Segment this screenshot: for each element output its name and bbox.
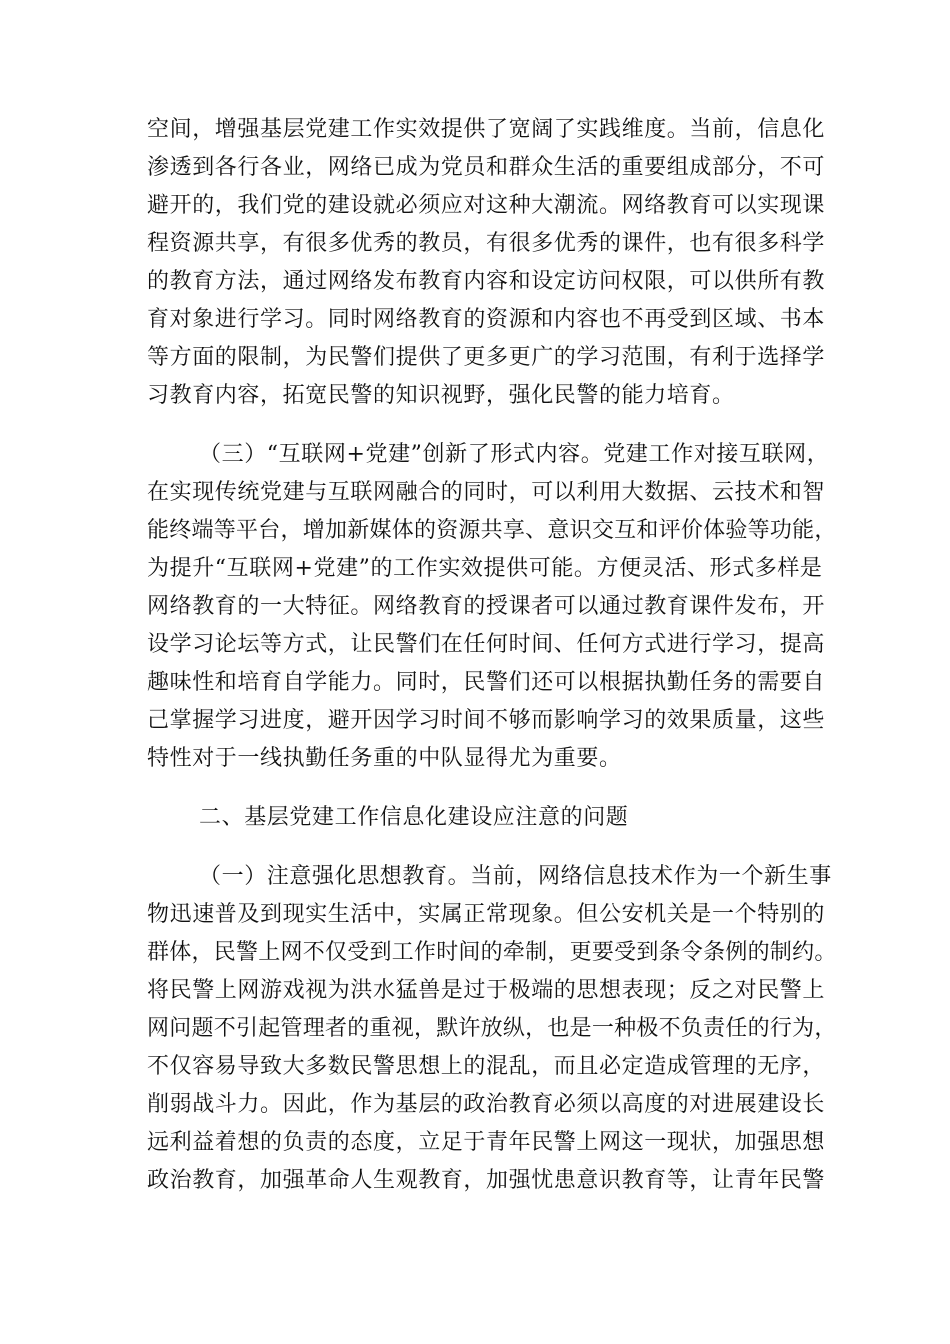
p1-line-5: 的教育方法，通过网络发布教育内容和设定访问权限，可以供所有教 [147, 269, 826, 294]
p3-line-8: 远利益着想的负责的态度，立足于青年民警上网这一现状，加强思想 [147, 1130, 826, 1155]
p2-line-5: 网络教育的一大特征。网络教育的授课者可以通过教育课件发布，开 [147, 594, 826, 619]
p2-line-4: 为提升“互联网+党建”的工作实效提供可能。方便灵活、形式多样是 [147, 556, 823, 581]
p2-line-3: 能终端等平台，增加新媒体的资源共享、意识交互和评价体验等功能， [147, 518, 837, 543]
p2-line-1: （三）“互联网+党建”创新了形式内容。党建工作对接互联网， [199, 442, 830, 467]
p3-line-2: 物迅速普及到现实生活中，实属正常现象。但公安机关是一个特别的 [147, 902, 826, 927]
p2-line-6: 设学习论坛等方式，让民警们在任何时间、任何方式进行学习，提高 [147, 632, 826, 657]
p1-line-3: 避开的，我们党的建设就必须应对这种大潮流。网络教育可以实现课 [147, 193, 826, 218]
p1-line-6: 育对象进行学习。同时网络教育的资源和内容也不再受到区域、书本 [147, 307, 826, 332]
p1-line-7: 等方面的限制，为民警们提供了更多更广的学习范围，有利于选择学 [147, 345, 826, 370]
p3-line-1: （一）注意强化思想教育。当前，网络信息技术作为一个新生事 [199, 864, 832, 889]
p3-line-7: 削弱战斗力。因此，作为基层的政治教育必须以高度的对进展建设长 [147, 1092, 826, 1117]
p3-line-3: 群体，民警上网不仅受到工作时间的牵制，更要受到条令条例的制约。 [147, 940, 837, 965]
p2-line-9: 特性对于一线执勤任务重的中队显得尤为重要。 [147, 746, 622, 771]
section-heading: 二、基层党建工作信息化建设应注意的问题 [199, 805, 629, 830]
p3-line-6: 不仅容易导致大多数民警思想上的混乱，而且必定造成管理的无序， [147, 1054, 826, 1079]
p1-line-4: 程资源共享，有很多优秀的教员，有很多优秀的课件，也有很多科学 [147, 231, 826, 256]
p3-line-5: 网问题不引起管理者的重视，默许放纵，也是一种极不负责任的行为， [147, 1016, 837, 1041]
p1-line-1: 空间，增强基层党建工作实效提供了宽阔了实践维度。当前，信息化 [147, 117, 826, 142]
p2-line-8: 己掌握学习进度，避开因学习时间不够而影响学习的效果质量，这些 [147, 708, 826, 733]
p3-line-9: 政治教育，加强革命人生观教育，加强忧患意识教育等，让青年民警 [147, 1168, 826, 1193]
p1-line-8: 习教育内容，拓宽民警的知识视野，强化民警的能力培育。 [147, 383, 735, 408]
p2-line-2: 在实现传统党建与互联网融合的同时，可以利用大数据、云技术和智 [147, 480, 826, 505]
p2-line-7: 趣味性和培育自学能力。同时，民警们还可以根据执勤任务的需要自 [147, 670, 826, 695]
p3-line-4: 将民警上网游戏视为洪水猛兽是过于极端的思想表现；反之对民警上 [147, 978, 826, 1003]
p1-line-2: 渗透到各行各业，网络已成为党员和群众生活的重要组成部分，不可 [147, 155, 826, 180]
